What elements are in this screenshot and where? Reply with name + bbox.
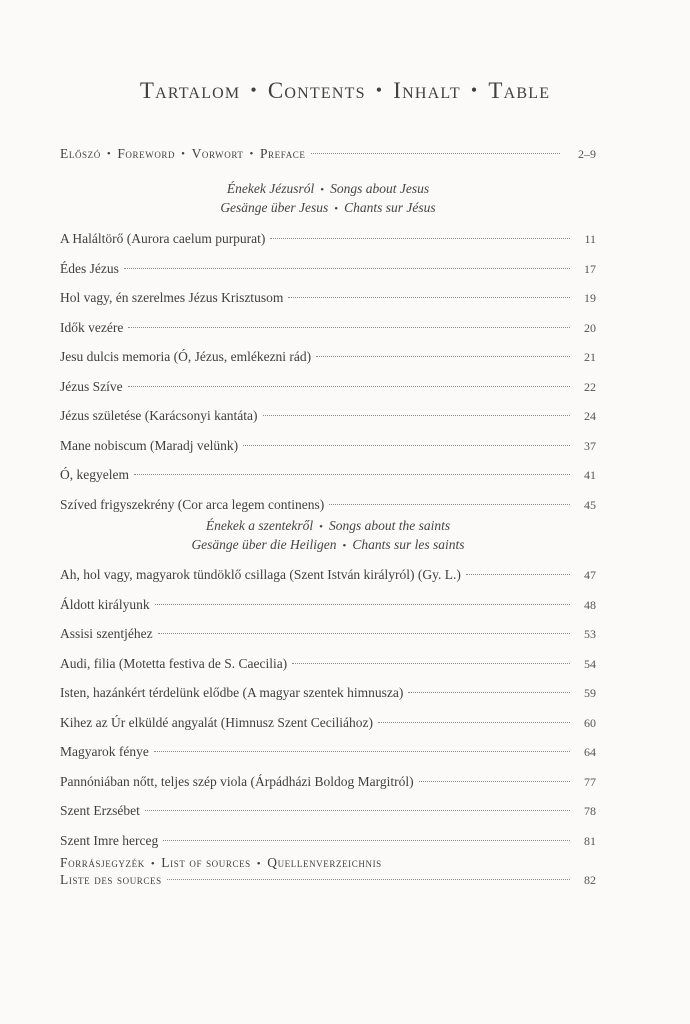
toc-entry[interactable] [60,624,596,644]
dot-leader [316,355,570,357]
toc-entry[interactable] [60,347,596,367]
toc-entry[interactable] [60,772,596,792]
page-number: 47 [584,568,596,582]
page-number: 21 [584,350,596,364]
toc-entry[interactable] [60,831,596,851]
entry-title: A Haláltörő (Aurora caelum purpurat) [60,231,266,246]
page-number: 59 [584,686,596,700]
heading-separator: • [470,80,479,100]
dot-leader [128,385,570,387]
page-number: 37 [584,438,596,453]
entry-title: Pannóniában nőtt, teljes szép viola (Árpádházi Boldog Margitról) [60,773,414,789]
dot-leader [292,662,570,664]
entry-title: Szent Erzsébet [60,803,140,818]
section-heading-jesus: Énekek Jézusról • Songs about Jesus Gesänge über Jesus • Chants sur Jésus [220,181,436,215]
dot-leader [243,444,570,446]
entry-title: Jesu dulcis memoria (Ó, Jézus, emlékezni rád) [60,349,312,364]
dot-leader [145,809,570,811]
page-number: 60 [584,715,596,730]
toc-entry-preface[interactable] [60,144,596,164]
toc-entry[interactable] [60,229,596,249]
heading-separator: • [375,80,384,100]
entry-title: Szent Imre herceg [60,832,159,848]
page-number: 45 [584,497,596,512]
sources-subtitle: Liste des sources [60,872,162,887]
entry-title: Mane nobiscum (Maradj velünk) [60,437,239,453]
page-number: 78 [584,804,596,818]
dot-leader [155,603,570,605]
dot-leader [466,573,570,575]
page-heading [0,78,690,104]
page-number: 81 [584,833,596,848]
page-number: 19 [584,291,596,305]
entry-title: Jézus Szíve [60,378,123,394]
heading-french: Table [488,78,551,103]
toc-entry[interactable] [60,654,596,674]
dot-leader [128,326,570,328]
dot-leader [408,691,570,693]
toc-entry-sources[interactable] [60,870,596,890]
page-number: 11 [584,232,596,246]
page-number: 41 [584,468,596,482]
entry-title: Ah, hol vagy, magyarok tündöklő csillaga (Szent István királyról) (Gy. L.) [60,567,461,582]
dot-leader [134,473,570,475]
dot-leader [419,780,570,782]
entry-title: Áldott királyunk [60,596,150,612]
entry-title: Hol vagy, én szerelmes Jézus Krisztusom [60,290,284,305]
section-heading-saints: Énekek a szentekről • Songs about the saints Gesänge über die Heiligen • Chants sur les saints [191,518,465,552]
toc-entry[interactable] [60,565,596,585]
toc-entry[interactable] [60,595,596,615]
toc-entry[interactable] [60,259,596,279]
toc-entry[interactable] [60,377,596,397]
toc-entry[interactable] [60,683,596,703]
dot-leader [154,750,570,752]
page-number: 77 [584,774,596,789]
dot-leader [124,267,570,269]
entry-title: Audi, filia (Motetta festiva de S. Caecilia) [60,655,288,671]
dot-leader [288,296,570,298]
entry-title: Isten, hazánkért térdelünk elődbe (A magyar szentek himnusza) [60,685,404,700]
dot-leader [329,503,570,505]
heading-separator: • [250,80,258,100]
entry-title: Ó, kegyelem [60,467,129,482]
entry-title: Magyarok fénye [60,744,149,759]
dot-leader [167,878,570,880]
toc-entry[interactable] [60,801,596,821]
toc-entry[interactable] [60,436,596,456]
toc-entry[interactable] [60,713,596,733]
entry-title: Jézus születése (Karácsonyi kantáta) [60,408,258,423]
dot-leader [378,721,570,723]
dot-leader [311,152,561,154]
dot-leader [263,414,570,416]
entry-title: Assisi szentjéhez [60,626,153,641]
toc-entry[interactable] [60,318,596,338]
page-number: 2–9 [578,147,596,161]
dot-leader [270,237,570,239]
toc-entry[interactable] [60,406,596,426]
dot-leader [158,632,570,634]
page-number: 54 [584,656,596,671]
toc-entry[interactable] [60,288,596,308]
page-number: 82 [584,873,596,887]
page-number: 24 [584,409,596,423]
heading-german: Inhalt [393,78,461,103]
entry-title: Kihez az Úr elküldé angyalát (Himnusz Szent Ceciliához) [60,714,374,730]
toc-entry[interactable] [60,742,596,762]
page-number: 53 [584,627,596,641]
page-number: 17 [584,261,596,276]
page-number: 20 [584,320,596,335]
heading-english: Contents [267,78,366,103]
preface-title: Előszó • Foreword • Vorwort • Preface [60,146,306,161]
dot-leader [163,839,570,841]
entry-title: Szíved frigyszekrény (Cor arca legem continens) [60,496,325,512]
page-number: 48 [584,597,596,612]
sources-title: Forrásjegyzék • List of sources • Quellenverzeichnis [60,855,382,870]
page-number: 64 [584,745,596,759]
toc-entry[interactable] [60,495,596,515]
toc-entry[interactable] [60,465,596,485]
entry-title: Édes Jézus [60,260,119,276]
entry-title: Idők vezére [60,319,124,335]
page-number: 22 [584,379,596,394]
heading-hungarian: Tartalom [139,78,241,103]
